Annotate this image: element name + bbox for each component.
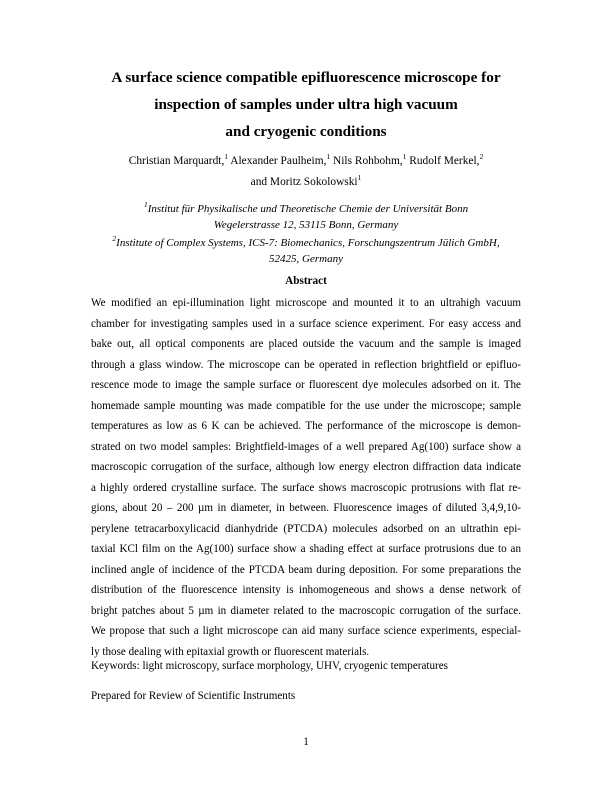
abstract-line: taxial KCl film on the Ag(100) surface show a shading effect at surface protrusions due to an xyxy=(91,543,521,555)
abstract-heading: Abstract xyxy=(285,275,327,287)
title-line: A surface science compatible epifluorescence microscope for xyxy=(111,69,501,86)
author-affiliation-mark: 1 xyxy=(326,152,331,161)
abstract-line: We propose that such a light microscope can aid many surface science experiments, especial- xyxy=(91,625,521,637)
abstract-line: inclined angle of incidence of the PTCDA beam during deposition. For some preparations the xyxy=(91,563,521,576)
affiliation-text: Institut für Physikalische und Theoretische Chemie der Universität Bonn xyxy=(147,203,469,215)
abstract-line: through a glass window. The microscope can be operated in reflection brightfield or epifluo- xyxy=(91,358,521,371)
affiliation-line xyxy=(60,236,552,252)
abstract-line: We modified an epi-illumination light microscope and mounted it to an ultrahigh vacuum xyxy=(91,297,521,309)
abstract-line: strated on two model samples: Brightfield-images of a well prepared Ag(100) surface show a xyxy=(91,440,521,453)
abstract-line: perylene tetracarboxylicacid dianhydride (PTCDA) molecules adsorbed on an ultrathin epi- xyxy=(91,522,521,535)
affiliation-mark: 1 xyxy=(143,200,148,209)
affiliation-1 xyxy=(60,202,552,233)
affiliation-line: 52425, Germany xyxy=(269,252,343,265)
paper-title xyxy=(80,64,532,145)
author-name: Christian Marquardt, xyxy=(128,155,225,167)
submission-note: Prepared for Review of Scientific Instruments xyxy=(91,690,296,702)
abstract-line: rescence mode to image the sample surface or fluorescent dye molecules adsorbed on it. The xyxy=(91,379,521,391)
author-name: Rudolf Merkel, xyxy=(406,155,480,167)
abstract-line: temperatures as low as 6 K can be achieved. The performance of the microscope is demon- xyxy=(91,420,521,432)
author-list xyxy=(70,151,542,192)
author-name: and Moritz Sokolowski xyxy=(250,175,358,188)
affiliation-line xyxy=(60,202,552,218)
keywords: Keywords: light microscopy, surface morphology, UHV, cryogenic temperatures xyxy=(91,660,448,672)
abstract-line: chamber for investigating samples used in a surface science experiment. For easy access and xyxy=(91,317,521,330)
author-name: Alexander Paulheim, xyxy=(228,155,327,167)
abstract-line: bright patches about 5 µm in diameter related to the macroscopic corrugation of the surface. xyxy=(91,604,521,617)
abstract-body xyxy=(91,293,521,662)
author-line-2 xyxy=(70,172,542,193)
abstract-line: distribution of the fluorescence intensity is inhomogeneous and shows a dense network of xyxy=(91,584,521,596)
affiliation-text: Institute of Complex Systems, ICS-7: Biomechanics, Forschungszentrum Jülich GmbH, xyxy=(116,237,500,249)
abstract-line: ly those dealing with epitaxial growth or fluorescent materials. xyxy=(91,645,370,658)
abstract-line: gions, about 20 – 200 µm in diameter, in between. Fluorescence images of diluted 3,4,9,10- xyxy=(91,502,521,514)
abstract-line: macroscopic corrugation of the surface, although low energy electron diffraction data indicate xyxy=(91,461,521,473)
author-affiliation-mark: 1 xyxy=(357,172,362,182)
abstract-line: bake out, all optical components are placed outside the vacuum and the sample is imaged xyxy=(91,338,521,350)
title-line: and cryogenic conditions xyxy=(225,123,387,140)
affiliation-line: Wegelerstrasse 12, 53115 Bonn, Germany xyxy=(213,218,399,231)
title-line: inspection of samples under ultra high vacuum xyxy=(154,96,458,113)
abstract-line: homemade sample mounting was made compatible for the use under the microscope; sample xyxy=(91,399,521,412)
author-line-1 xyxy=(70,151,542,172)
author-affiliation-mark: 1 xyxy=(224,152,229,161)
author-affiliation-mark: 2 xyxy=(479,152,484,161)
author-name: Nils Rohbohm, xyxy=(330,155,403,167)
page-number: 1 xyxy=(303,736,309,748)
affiliation-mark: 2 xyxy=(112,234,117,243)
affiliation-2 xyxy=(60,236,552,267)
author-affiliation-mark: 1 xyxy=(402,152,407,161)
abstract-line: a highly ordered crystalline surface. The surface shows macroscopic protrusions with flat re- xyxy=(91,481,521,494)
